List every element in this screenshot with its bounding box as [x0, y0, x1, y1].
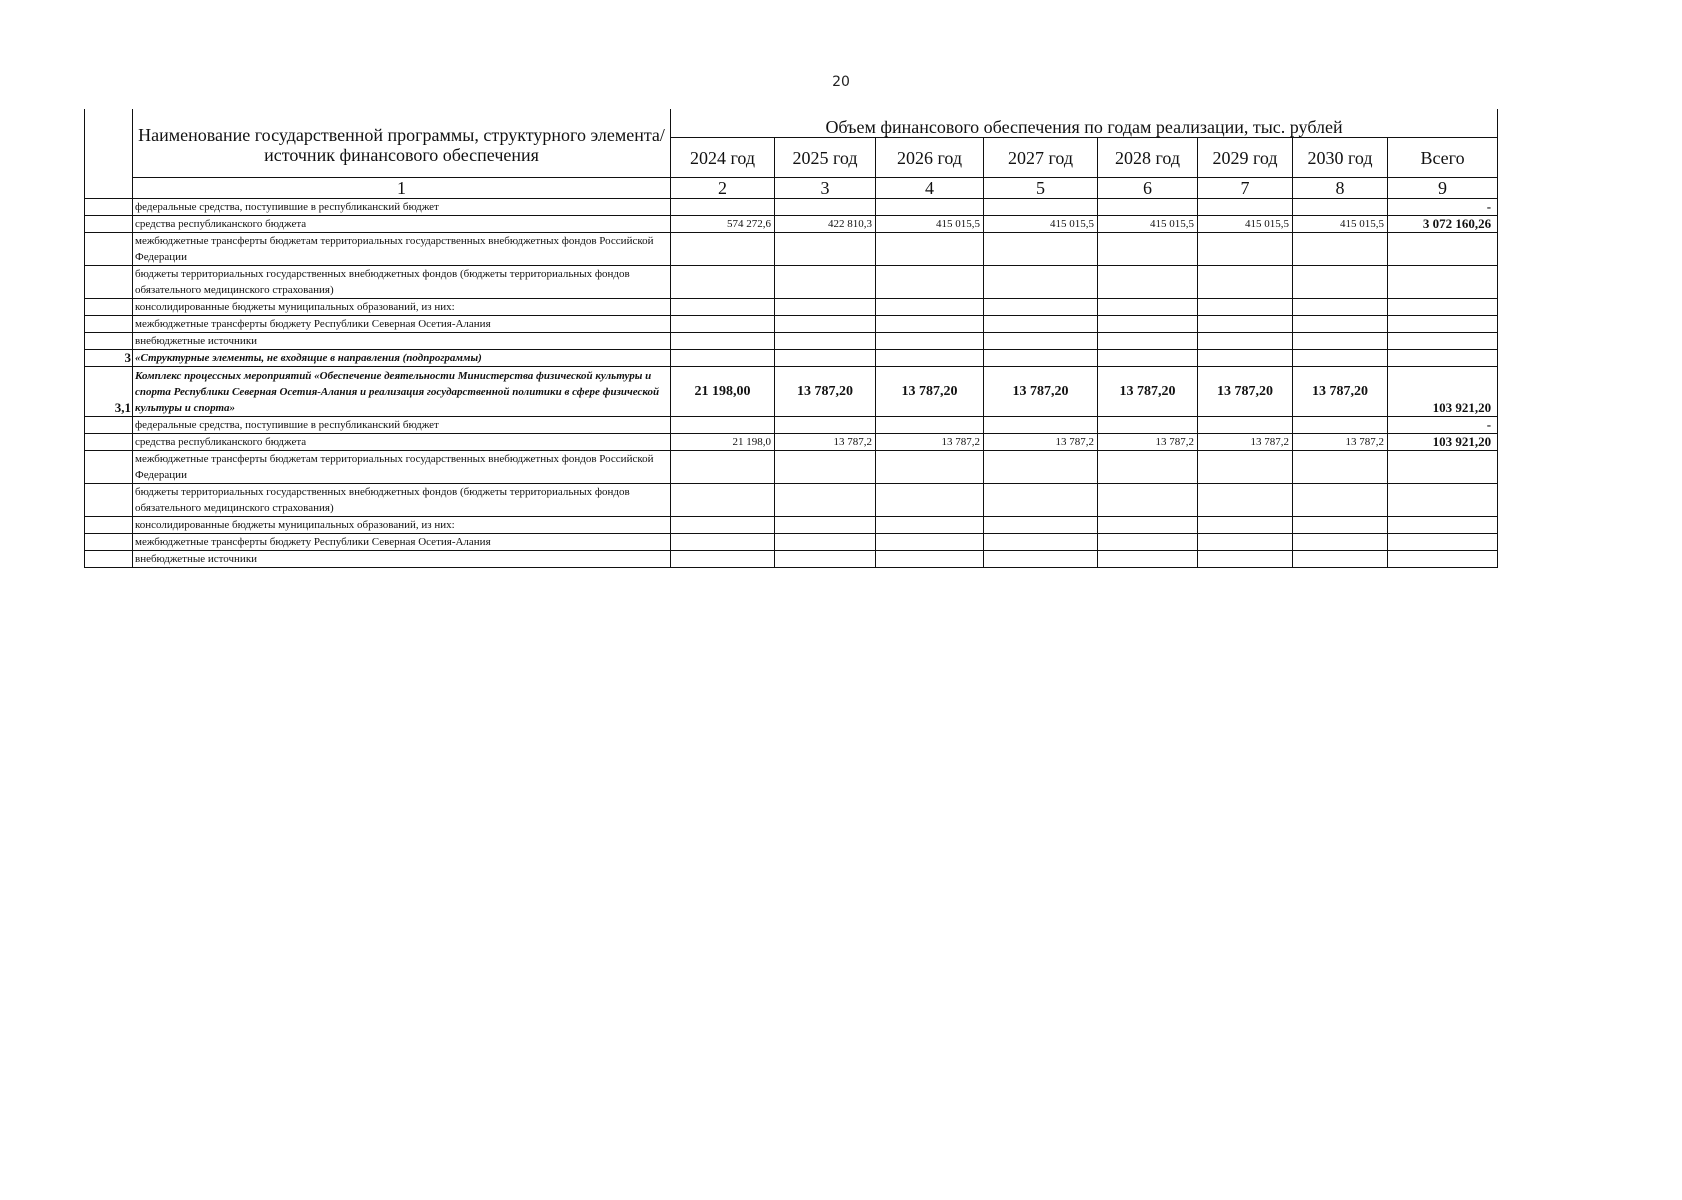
row-name-cell: «Структурные элементы, не входящие в направления (подпрограммы): [133, 350, 671, 367]
row-value-cell: [1293, 299, 1388, 316]
row-total-cell: [1388, 484, 1498, 517]
table-row: [85, 316, 1498, 333]
row-total-cell: [1388, 451, 1498, 484]
row-value-cell: [671, 299, 775, 316]
table-row: [85, 333, 1498, 350]
row-total-cell: [1388, 299, 1498, 316]
row-value-cell: 21 198,0: [671, 434, 775, 451]
index-header-cell: [85, 109, 133, 199]
row-value-cell: [775, 333, 876, 350]
row-value-cell: [671, 316, 775, 333]
row-value-cell: [671, 333, 775, 350]
row-value-cell: [671, 199, 775, 216]
row-value-cell: [775, 350, 876, 367]
table-row: [85, 299, 1498, 316]
year-header: 2024 год: [671, 138, 775, 178]
row-value-cell: [984, 534, 1098, 551]
volume-column-header: Объем финансового обеспечения по годам реализации, тыс. рублей: [671, 109, 1498, 138]
table-row: [85, 199, 1498, 216]
row-value-cell: [775, 266, 876, 299]
row-value-cell: 422 810,3: [775, 216, 876, 233]
row-value-cell: [671, 517, 775, 534]
row-index-cell: [85, 266, 133, 299]
year-header: 2029 год: [1198, 138, 1293, 178]
row-value-cell: [671, 233, 775, 266]
row-value-cell: [1098, 333, 1198, 350]
row-value-cell: [671, 484, 775, 517]
row-value-cell: [1098, 551, 1198, 568]
row-value-cell: [984, 451, 1098, 484]
table-body: [85, 199, 1498, 568]
row-value-cell: [1098, 299, 1198, 316]
column-number: 7: [1198, 178, 1293, 199]
year-header: 2026 год: [876, 138, 984, 178]
row-value-cell: [775, 199, 876, 216]
row-name-cell: межбюджетные трансферты бюджету Республики Северная Осетия-Алания: [133, 316, 671, 333]
row-name-cell: средства республиканского бюджета: [133, 216, 671, 233]
row-value-cell: [1098, 266, 1198, 299]
row-name-cell: межбюджетные трансферты бюджетам территориальных государственных внебюджетных фондов Российской Федерации: [133, 451, 671, 484]
row-value-cell: [876, 266, 984, 299]
row-value-cell: [1098, 350, 1198, 367]
row-value-cell: [1198, 233, 1293, 266]
row-value-cell: 415 015,5: [1198, 216, 1293, 233]
row-total-cell: [1388, 551, 1498, 568]
row-index-cell: [85, 199, 133, 216]
row-value-cell: [775, 484, 876, 517]
row-value-cell: [1198, 451, 1293, 484]
row-value-cell: [1098, 316, 1198, 333]
row-index-cell: [85, 451, 133, 484]
row-value-cell: [876, 333, 984, 350]
table-row: [85, 517, 1498, 534]
row-value-cell: [1198, 266, 1293, 299]
row-value-cell: 13 787,2: [1098, 434, 1198, 451]
row-value-cell: [876, 199, 984, 216]
row-total-cell: 103 921,20: [1388, 434, 1498, 451]
row-value-cell: 415 015,5: [1098, 216, 1198, 233]
row-name-cell: внебюджетные источники: [133, 333, 671, 350]
row-name-cell: консолидированные бюджеты муниципальных образований, из них:: [133, 517, 671, 534]
row-value-cell: [775, 551, 876, 568]
row-value-cell: [876, 484, 984, 517]
table-row: [85, 216, 1498, 233]
row-value-cell: 13 787,20: [1098, 367, 1198, 417]
column-number: 1: [133, 178, 671, 199]
row-value-cell: [671, 350, 775, 367]
row-value-cell: [876, 517, 984, 534]
row-value-cell: [1198, 484, 1293, 517]
table-row: [85, 367, 1498, 417]
row-value-cell: [1098, 417, 1198, 434]
row-value-cell: [876, 534, 984, 551]
row-value-cell: 13 787,2: [876, 434, 984, 451]
table-row: [85, 484, 1498, 517]
row-value-cell: [876, 350, 984, 367]
column-number: 5: [984, 178, 1098, 199]
row-index-cell: [85, 484, 133, 517]
column-number: 6: [1098, 178, 1198, 199]
row-value-cell: 13 787,2: [1293, 434, 1388, 451]
row-value-cell: [1198, 299, 1293, 316]
row-value-cell: [671, 551, 775, 568]
year-header: 2027 год: [984, 138, 1098, 178]
row-value-cell: [984, 551, 1098, 568]
row-value-cell: 13 787,2: [984, 434, 1098, 451]
row-value-cell: [671, 451, 775, 484]
row-value-cell: [1098, 484, 1198, 517]
row-value-cell: [984, 266, 1098, 299]
column-number: 3: [775, 178, 876, 199]
row-total-cell: 103 921,20: [1388, 367, 1498, 417]
row-value-cell: 13 787,20: [1198, 367, 1293, 417]
row-value-cell: [775, 233, 876, 266]
row-total-cell: [1388, 333, 1498, 350]
row-index-cell: [85, 417, 133, 434]
row-index-cell: [85, 333, 133, 350]
row-name-cell: Комплекс процессных мероприятий «Обеспечение деятельности Министерства физической культуры и спорта Республики Северная Осетия-Алания и реализация государственной политики в сфере физической культуры и спорта»: [133, 367, 671, 417]
row-value-cell: [1198, 417, 1293, 434]
row-value-cell: 574 272,6: [671, 216, 775, 233]
row-index-cell: [85, 551, 133, 568]
row-value-cell: [1198, 551, 1293, 568]
row-value-cell: [671, 417, 775, 434]
row-value-cell: [671, 534, 775, 551]
row-name-cell: межбюджетные трансферты бюджетам территориальных государственных внебюджетных фондов Российской Федерации: [133, 233, 671, 266]
row-value-cell: 13 787,2: [1198, 434, 1293, 451]
row-total-cell: [1388, 233, 1498, 266]
row-value-cell: [775, 451, 876, 484]
row-value-cell: [1293, 484, 1388, 517]
row-name-cell: бюджеты территориальных государственных внебюджетных фондов (бюджеты территориальных фондов обязательного медицинского страхования): [133, 266, 671, 299]
row-value-cell: 415 015,5: [876, 216, 984, 233]
total-header: Всего: [1388, 138, 1498, 178]
row-index-cell: [85, 316, 133, 333]
row-value-cell: [775, 417, 876, 434]
column-number: 9: [1388, 178, 1498, 199]
row-value-cell: [1293, 551, 1388, 568]
row-value-cell: 21 198,00: [671, 367, 775, 417]
row-value-cell: 415 015,5: [984, 216, 1098, 233]
row-value-cell: 13 787,20: [1293, 367, 1388, 417]
row-value-cell: [1198, 316, 1293, 333]
row-name-cell: консолидированные бюджеты муниципальных образований, из них:: [133, 299, 671, 316]
table-row: [85, 451, 1498, 484]
row-value-cell: [876, 417, 984, 434]
row-value-cell: [984, 350, 1098, 367]
table-row: [85, 434, 1498, 451]
row-total-cell: -: [1388, 417, 1498, 434]
row-total-cell: [1388, 534, 1498, 551]
row-value-cell: [775, 316, 876, 333]
table-row: [85, 350, 1498, 367]
column-number: 8: [1293, 178, 1388, 199]
row-value-cell: [1098, 233, 1198, 266]
row-value-cell: [984, 517, 1098, 534]
row-value-cell: [1293, 233, 1388, 266]
row-value-cell: [1098, 534, 1198, 551]
row-value-cell: [775, 299, 876, 316]
row-index-cell: [85, 434, 133, 451]
row-total-cell: [1388, 266, 1498, 299]
table-row: [85, 551, 1498, 568]
row-value-cell: [1198, 199, 1293, 216]
row-value-cell: [984, 316, 1098, 333]
row-value-cell: [984, 299, 1098, 316]
column-number: 4: [876, 178, 984, 199]
row-name-cell: внебюджетные источники: [133, 551, 671, 568]
row-value-cell: [876, 233, 984, 266]
row-value-cell: [984, 233, 1098, 266]
row-index-cell: 3,1: [85, 367, 133, 417]
table-row: [85, 534, 1498, 551]
row-value-cell: [775, 517, 876, 534]
row-total-cell: [1388, 316, 1498, 333]
row-total-cell: 3 072 160,26: [1388, 216, 1498, 233]
table-row: [85, 417, 1498, 434]
row-value-cell: [671, 266, 775, 299]
row-index-cell: [85, 299, 133, 316]
row-name-cell: бюджеты территориальных государственных внебюджетных фондов (бюджеты территориальных фондов обязательного медицинского страхования): [133, 484, 671, 517]
row-value-cell: [1293, 333, 1388, 350]
year-header: 2025 год: [775, 138, 876, 178]
name-column-header: Наименование государственной программы, структурного элемента/источник финансового обеспечения: [133, 109, 671, 178]
row-value-cell: 13 787,20: [876, 367, 984, 417]
row-name-cell: федеральные средства, поступившие в республиканский бюджет: [133, 417, 671, 434]
row-value-cell: [984, 484, 1098, 517]
column-number: 2: [671, 178, 775, 199]
row-value-cell: [775, 534, 876, 551]
row-value-cell: 415 015,5: [1293, 216, 1388, 233]
row-value-cell: [1293, 266, 1388, 299]
row-value-cell: [1293, 517, 1388, 534]
row-value-cell: [1198, 517, 1293, 534]
row-name-cell: федеральные средства, поступившие в республиканский бюджет: [133, 199, 671, 216]
row-value-cell: [1293, 534, 1388, 551]
row-value-cell: [984, 417, 1098, 434]
row-index-cell: [85, 216, 133, 233]
row-value-cell: [1293, 451, 1388, 484]
page-number: 20: [832, 74, 850, 90]
table-header: [85, 109, 1498, 199]
row-name-cell: межбюджетные трансферты бюджету Республики Северная Осетия-Алания: [133, 534, 671, 551]
row-value-cell: [1098, 199, 1198, 216]
row-value-cell: [1098, 451, 1198, 484]
row-value-cell: [984, 333, 1098, 350]
row-value-cell: [1198, 350, 1293, 367]
row-total-cell: [1388, 350, 1498, 367]
row-total-cell: -: [1388, 199, 1498, 216]
row-total-cell: [1388, 517, 1498, 534]
row-value-cell: 13 787,2: [775, 434, 876, 451]
row-index-cell: 3: [85, 350, 133, 367]
row-value-cell: 13 787,20: [984, 367, 1098, 417]
table-row: [85, 266, 1498, 299]
row-value-cell: 13 787,20: [775, 367, 876, 417]
row-value-cell: [876, 299, 984, 316]
row-value-cell: [1098, 517, 1198, 534]
year-header: 2028 год: [1098, 138, 1198, 178]
row-value-cell: [1293, 199, 1388, 216]
row-index-cell: [85, 517, 133, 534]
row-index-cell: [85, 233, 133, 266]
row-name-cell: средства республиканского бюджета: [133, 434, 671, 451]
row-value-cell: [1198, 534, 1293, 551]
row-value-cell: [984, 199, 1098, 216]
financing-table: [84, 109, 1498, 568]
row-index-cell: [85, 534, 133, 551]
table-row: [85, 233, 1498, 266]
row-value-cell: [1293, 350, 1388, 367]
row-value-cell: [1293, 417, 1388, 434]
row-value-cell: [1293, 316, 1388, 333]
row-value-cell: [876, 316, 984, 333]
row-value-cell: [1198, 333, 1293, 350]
row-value-cell: [876, 451, 984, 484]
year-header: 2030 год: [1293, 138, 1388, 178]
row-value-cell: [876, 551, 984, 568]
